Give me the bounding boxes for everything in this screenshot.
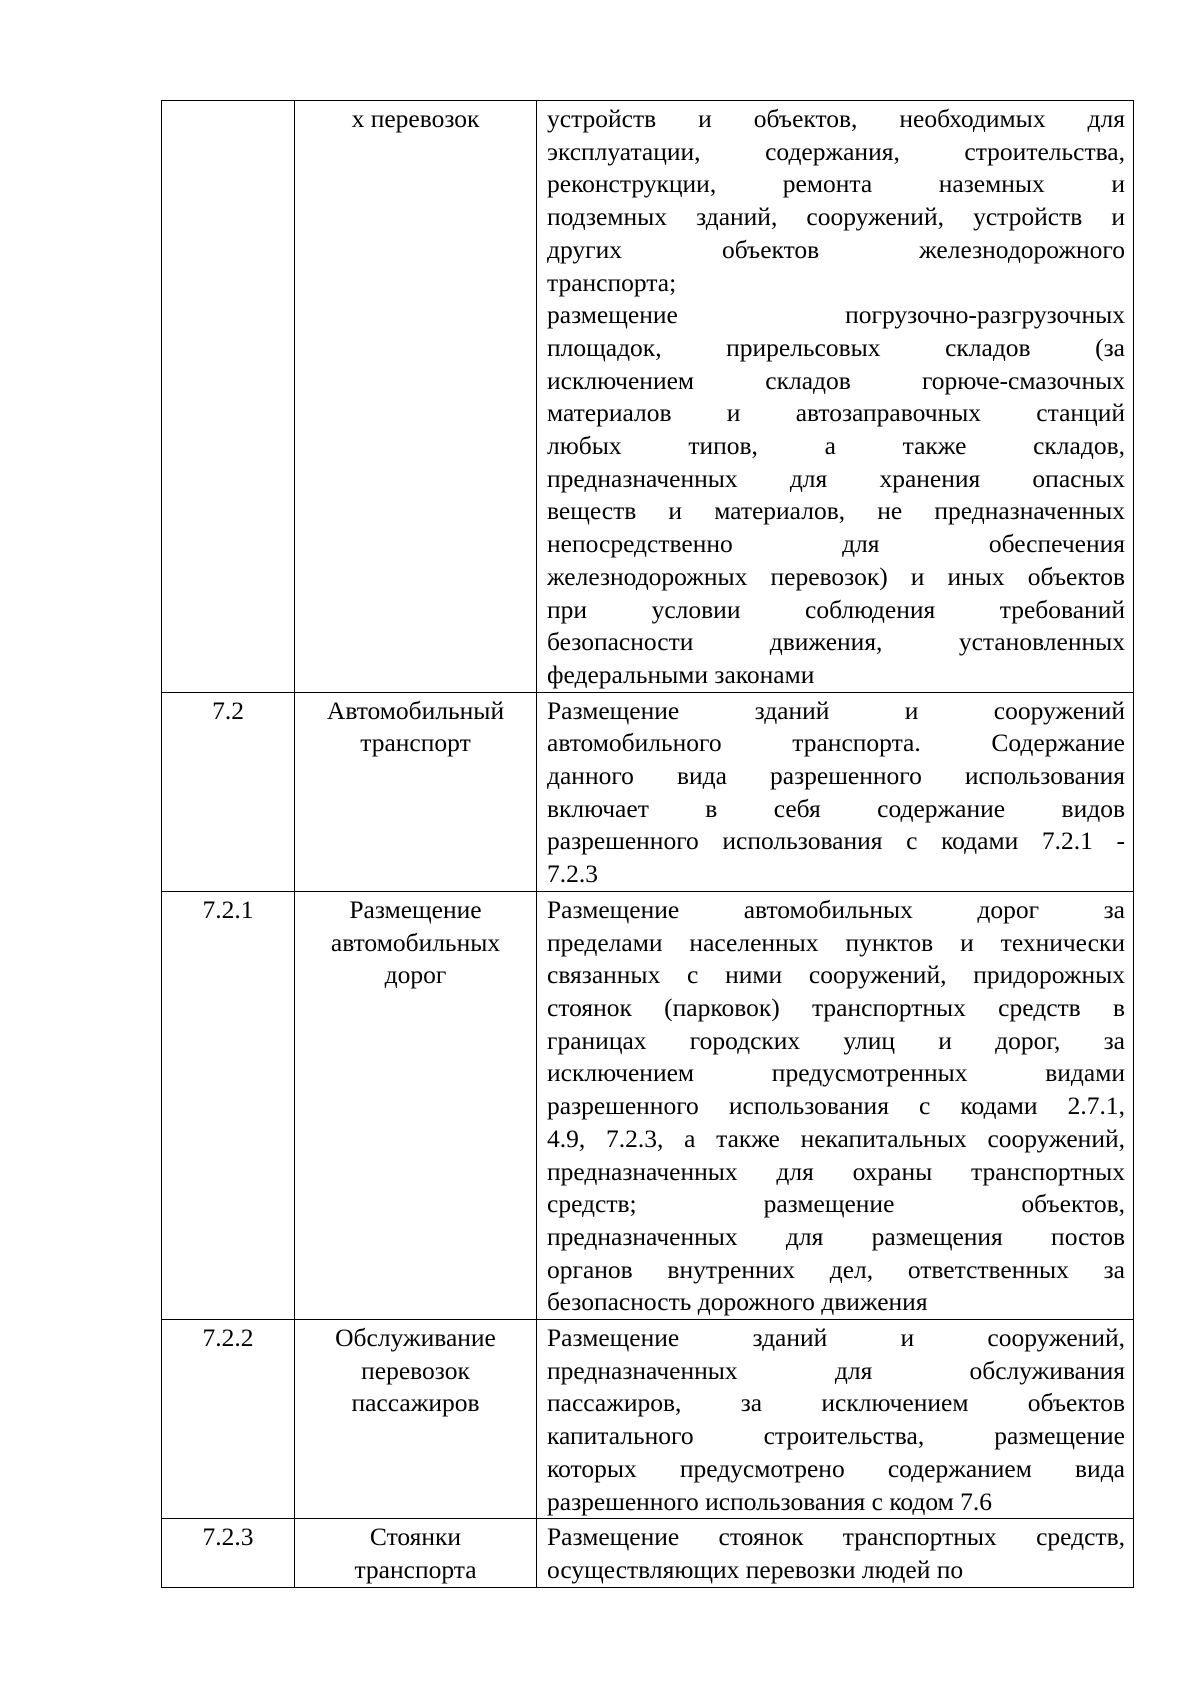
code-cell: 7.2.3 bbox=[162, 1519, 295, 1587]
code-cell: 7.2 bbox=[162, 692, 295, 891]
description-line: разрешенного использования с кодами 7.2.1 - bbox=[547, 826, 1125, 856]
description-line: которых предусмотрено содержанием вида bbox=[547, 1453, 1125, 1483]
description-line: включает в себя содержание видов bbox=[547, 793, 1125, 823]
description-line: 7.2.3 bbox=[547, 859, 598, 889]
table-row bbox=[162, 101, 1134, 693]
description-line: осуществляющих перевозки людей по bbox=[547, 1554, 964, 1584]
description-line: подземных зданий, сооружений, устройств и bbox=[547, 202, 1125, 232]
code-cell: 7.2.1 bbox=[162, 891, 295, 1319]
land-use-name-line: Автомобильный bbox=[326, 695, 505, 725]
description-line: устройств и объектов, необходимых для bbox=[547, 104, 1125, 133]
land-use-name-cell bbox=[295, 101, 537, 693]
description-line: при условии соблюдения требований bbox=[547, 594, 1125, 624]
table-body bbox=[162, 101, 1134, 1588]
description-line: предназначенных для обслуживания bbox=[547, 1355, 1125, 1385]
description-line: эксплуатации, содержания, строительства, bbox=[547, 136, 1125, 166]
land-use-name-line: транспорта bbox=[354, 1554, 477, 1584]
description-line: границах городских улиц и дорог, за bbox=[547, 1025, 1125, 1055]
land-use-name-line: Стоянки bbox=[369, 1522, 462, 1552]
description-line: разрешенного использования с кодом 7.6 bbox=[547, 1486, 993, 1516]
description-line: данного вида разрешенного использования bbox=[547, 761, 1125, 791]
land-use-name-cell bbox=[295, 692, 537, 891]
description-line: федеральными законами bbox=[547, 659, 815, 689]
description-line: капитального строительства, размещение bbox=[547, 1421, 1125, 1451]
land-use-description-cell bbox=[537, 1519, 1134, 1587]
table-row bbox=[162, 1320, 1134, 1519]
land-use-name-line: транспорт bbox=[360, 728, 471, 758]
description-line: предназначенных для охраны транспортных bbox=[547, 1156, 1125, 1186]
description-line: площадок, прирельсовых складов (за bbox=[547, 332, 1125, 362]
land-use-description-cell bbox=[537, 1320, 1134, 1519]
code-cell bbox=[162, 101, 295, 693]
land-use-name-cell bbox=[295, 1320, 537, 1519]
description-line: предназначенных для размещения постов bbox=[547, 1221, 1125, 1251]
code-cell: 7.2.2 bbox=[162, 1320, 295, 1519]
description-line: исключением складов горюче-смазочных bbox=[547, 365, 1125, 395]
description-line: пределами населенных пунктов и технически bbox=[547, 927, 1125, 957]
land-use-name-cell bbox=[295, 891, 537, 1319]
description-line: размещение погрузочно-разгрузочных bbox=[547, 300, 1125, 330]
description-line: средств; размещение объектов, bbox=[547, 1189, 1125, 1219]
land-use-description-cell bbox=[537, 891, 1134, 1319]
land-use-description-cell bbox=[537, 101, 1134, 693]
land-use-name-cell bbox=[295, 1519, 537, 1587]
description-line: реконструкции, ремонта наземных и bbox=[547, 169, 1125, 199]
description-line: транспорта; bbox=[547, 267, 677, 297]
land-use-description-cell bbox=[537, 692, 1134, 891]
land-use-table bbox=[161, 100, 1134, 1588]
description-line: других объектов железнодорожного bbox=[547, 234, 1125, 264]
land-use-name-line: Обслуживание bbox=[335, 1323, 496, 1353]
description-line: связанных с ними сооружений, придорожных bbox=[547, 960, 1125, 990]
description-line: предназначенных для хранения опасных bbox=[547, 463, 1125, 493]
description-line: стоянок (парковок) транспортных средств в bbox=[547, 992, 1125, 1022]
description-line: Размещение автомобильных дорог за bbox=[547, 894, 1125, 924]
land-use-name-line: автомобильных bbox=[330, 927, 501, 957]
description-line: 4.9, 7.2.3, а также некапитальных сооружений, bbox=[547, 1123, 1125, 1153]
land-use-name-line: х перевозок bbox=[351, 104, 480, 133]
table-row bbox=[162, 1519, 1134, 1587]
land-use-name-line: дорог bbox=[384, 960, 447, 990]
description-line: пассажиров, за исключением объектов bbox=[547, 1388, 1125, 1418]
land-use-name-line: пассажиров bbox=[351, 1388, 480, 1418]
description-line: железнодорожных перевозок) и иных объектов bbox=[547, 561, 1125, 591]
description-line: Размещение зданий и сооружений bbox=[547, 695, 1125, 725]
description-line: разрешенного использования с кодами 2.7.1, bbox=[547, 1091, 1125, 1121]
description-line: исключением предусмотренных видами bbox=[547, 1058, 1125, 1088]
description-line: непосредственно для обеспечения bbox=[547, 529, 1125, 559]
description-line: органов внутренних дел, ответственных за bbox=[547, 1254, 1125, 1284]
description-line: Размещение зданий и сооружений, bbox=[547, 1323, 1125, 1353]
description-line: безопасность дорожного движения bbox=[547, 1287, 928, 1317]
land-use-name-line: Размещение bbox=[349, 894, 482, 924]
description-line: автомобильного транспорта. Содержание bbox=[547, 728, 1125, 758]
table-row bbox=[162, 891, 1134, 1319]
description-line: Размещение стоянок транспортных средств, bbox=[547, 1522, 1125, 1552]
description-line: веществ и материалов, не предназначенных bbox=[547, 496, 1125, 526]
description-line: материалов и автозаправочных станций bbox=[547, 398, 1125, 428]
table-row bbox=[162, 692, 1134, 891]
description-line: безопасности движения, установленных bbox=[547, 627, 1125, 657]
land-use-name-line: перевозок bbox=[361, 1355, 470, 1385]
description-line: любых типов, а также складов, bbox=[547, 431, 1125, 461]
